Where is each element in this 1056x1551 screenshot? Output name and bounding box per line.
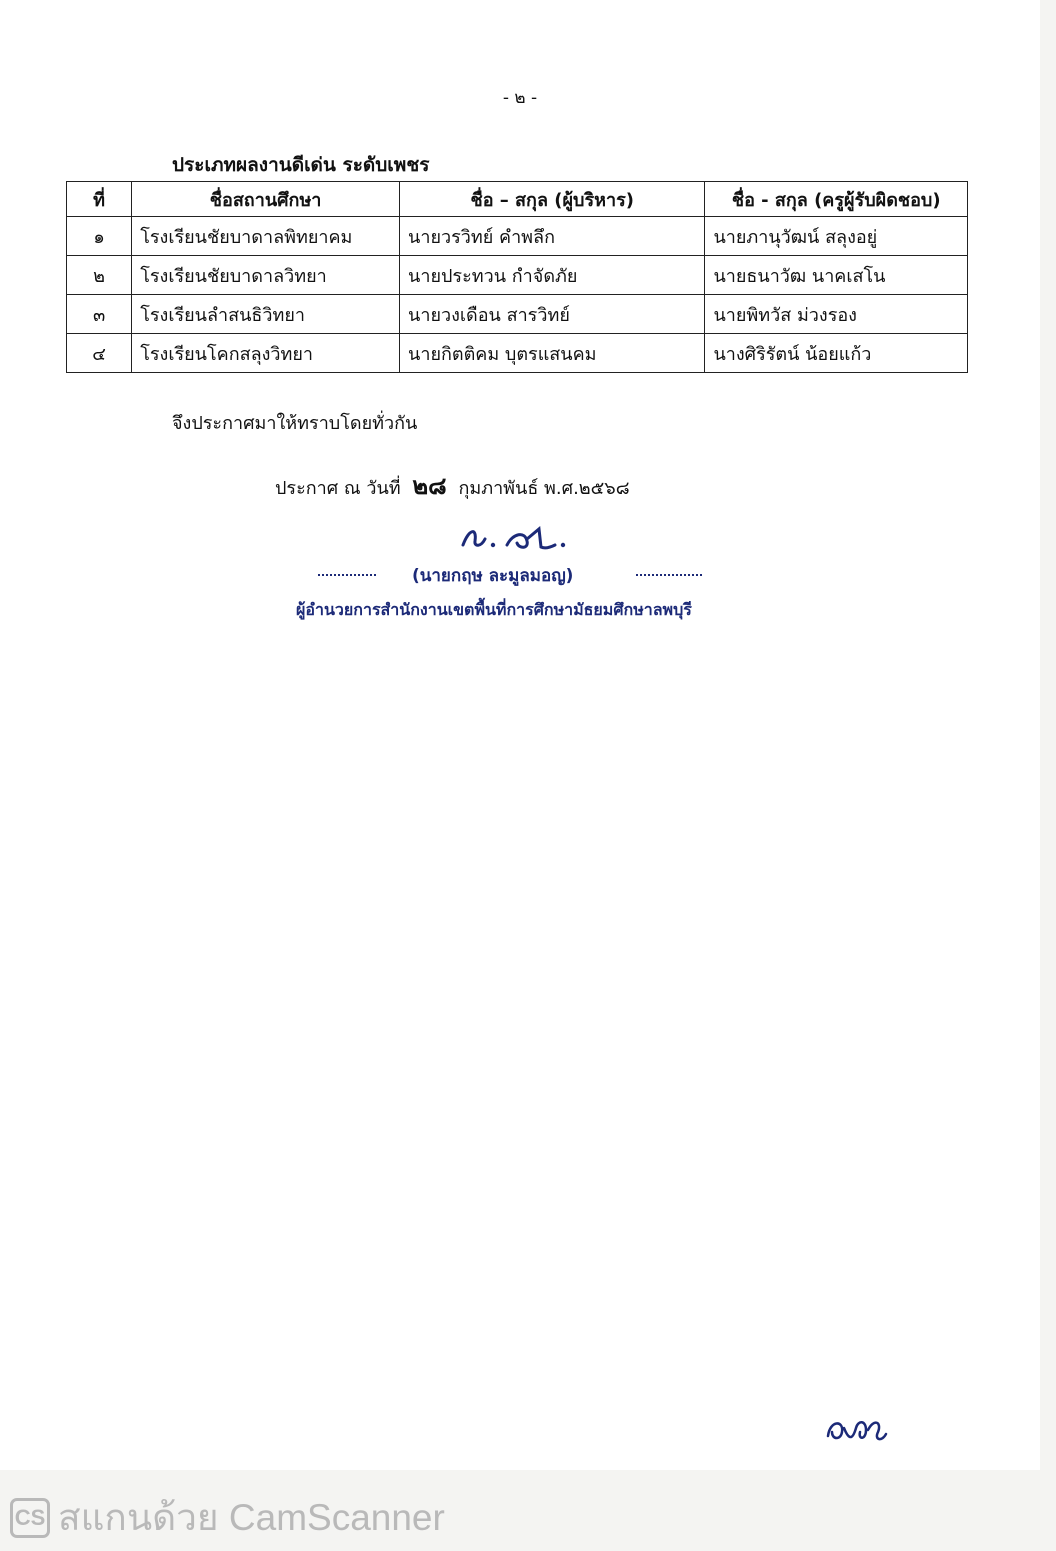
teacher-name: นายภานุวัฒน์ สลุงอยู่: [705, 217, 968, 256]
signature-dots-left: [318, 574, 376, 576]
school-name: โรงเรียนลำสนธิวิทยา: [132, 295, 400, 334]
table-row: [67, 334, 968, 373]
announcement-date: [275, 466, 630, 505]
row-number: ๑: [67, 217, 132, 256]
teacher-name: นายธนาวัฒ นาคเสโน: [705, 256, 968, 295]
school-name: โรงเรียนชัยบาดาลวิทยา: [132, 256, 400, 295]
signer-name: (นายกฤษ ละมูลมอญ): [412, 566, 574, 586]
announcement-month-year: กุมภาพันธ์ พ.ศ.๒๕๖๘: [458, 478, 630, 499]
announcement-prefix: ประกาศ ณ วันที่: [275, 478, 401, 499]
school-name: โรงเรียนโคกสลุงวิทยา: [132, 334, 400, 373]
row-number: ๒: [67, 256, 132, 295]
signature-dots-right: [636, 574, 702, 576]
row-number: ๔: [67, 334, 132, 373]
header-no: ที่: [67, 182, 132, 217]
row-number: ๓: [67, 295, 132, 334]
section-title: ประเภทผลงานดีเด่น ระดับเพชร: [172, 154, 430, 176]
administrator-name: นายวรวิทย์ คำพลึก: [400, 217, 705, 256]
header-administrator: ชื่อ – สกุล (ผู้บริหาร): [400, 182, 705, 217]
announcement-day: ๒๘: [412, 472, 447, 500]
closing-statement: จึงประกาศมาให้ทราบโดยทั่วกัน: [172, 413, 418, 434]
table-row: [67, 295, 968, 334]
administrator-name: นายประทวน กำจัดภัย: [400, 256, 705, 295]
teacher-name: นางศิริรัตน์ น้อยแก้ว: [705, 334, 968, 373]
teacher-name: นายพิทวัส ม่วงรอง: [705, 295, 968, 334]
camscanner-logo-icon: CS: [10, 1498, 50, 1538]
school-name: โรงเรียนชัยบาดาลพิทยาคม: [132, 217, 400, 256]
results-table: [66, 181, 968, 373]
table-header-row: [67, 182, 968, 217]
signer-position: ผู้อำนวยการสำนักงานเขตพื้นที่การศึกษามัธยมศึกษาลพบุรี: [296, 600, 692, 619]
header-teacher: ชื่อ - สกุล (ครูผู้รับผิดชอบ): [705, 182, 968, 217]
table-row: [67, 256, 968, 295]
page-number: - ๒ -: [502, 88, 538, 108]
administrator-name: นายกิตติคม บุตรแสนคม: [400, 334, 705, 373]
camscanner-watermark: [10, 1488, 445, 1547]
header-school: ชื่อสถานศึกษา: [132, 182, 400, 217]
handwritten-initials: [822, 1408, 892, 1454]
table-row: [67, 217, 968, 256]
watermark-text: สแกนด้วย CamScanner: [58, 1497, 445, 1538]
administrator-name: นายวงเดือน สารวิทย์: [400, 295, 705, 334]
handwritten-signature: [455, 515, 585, 563]
